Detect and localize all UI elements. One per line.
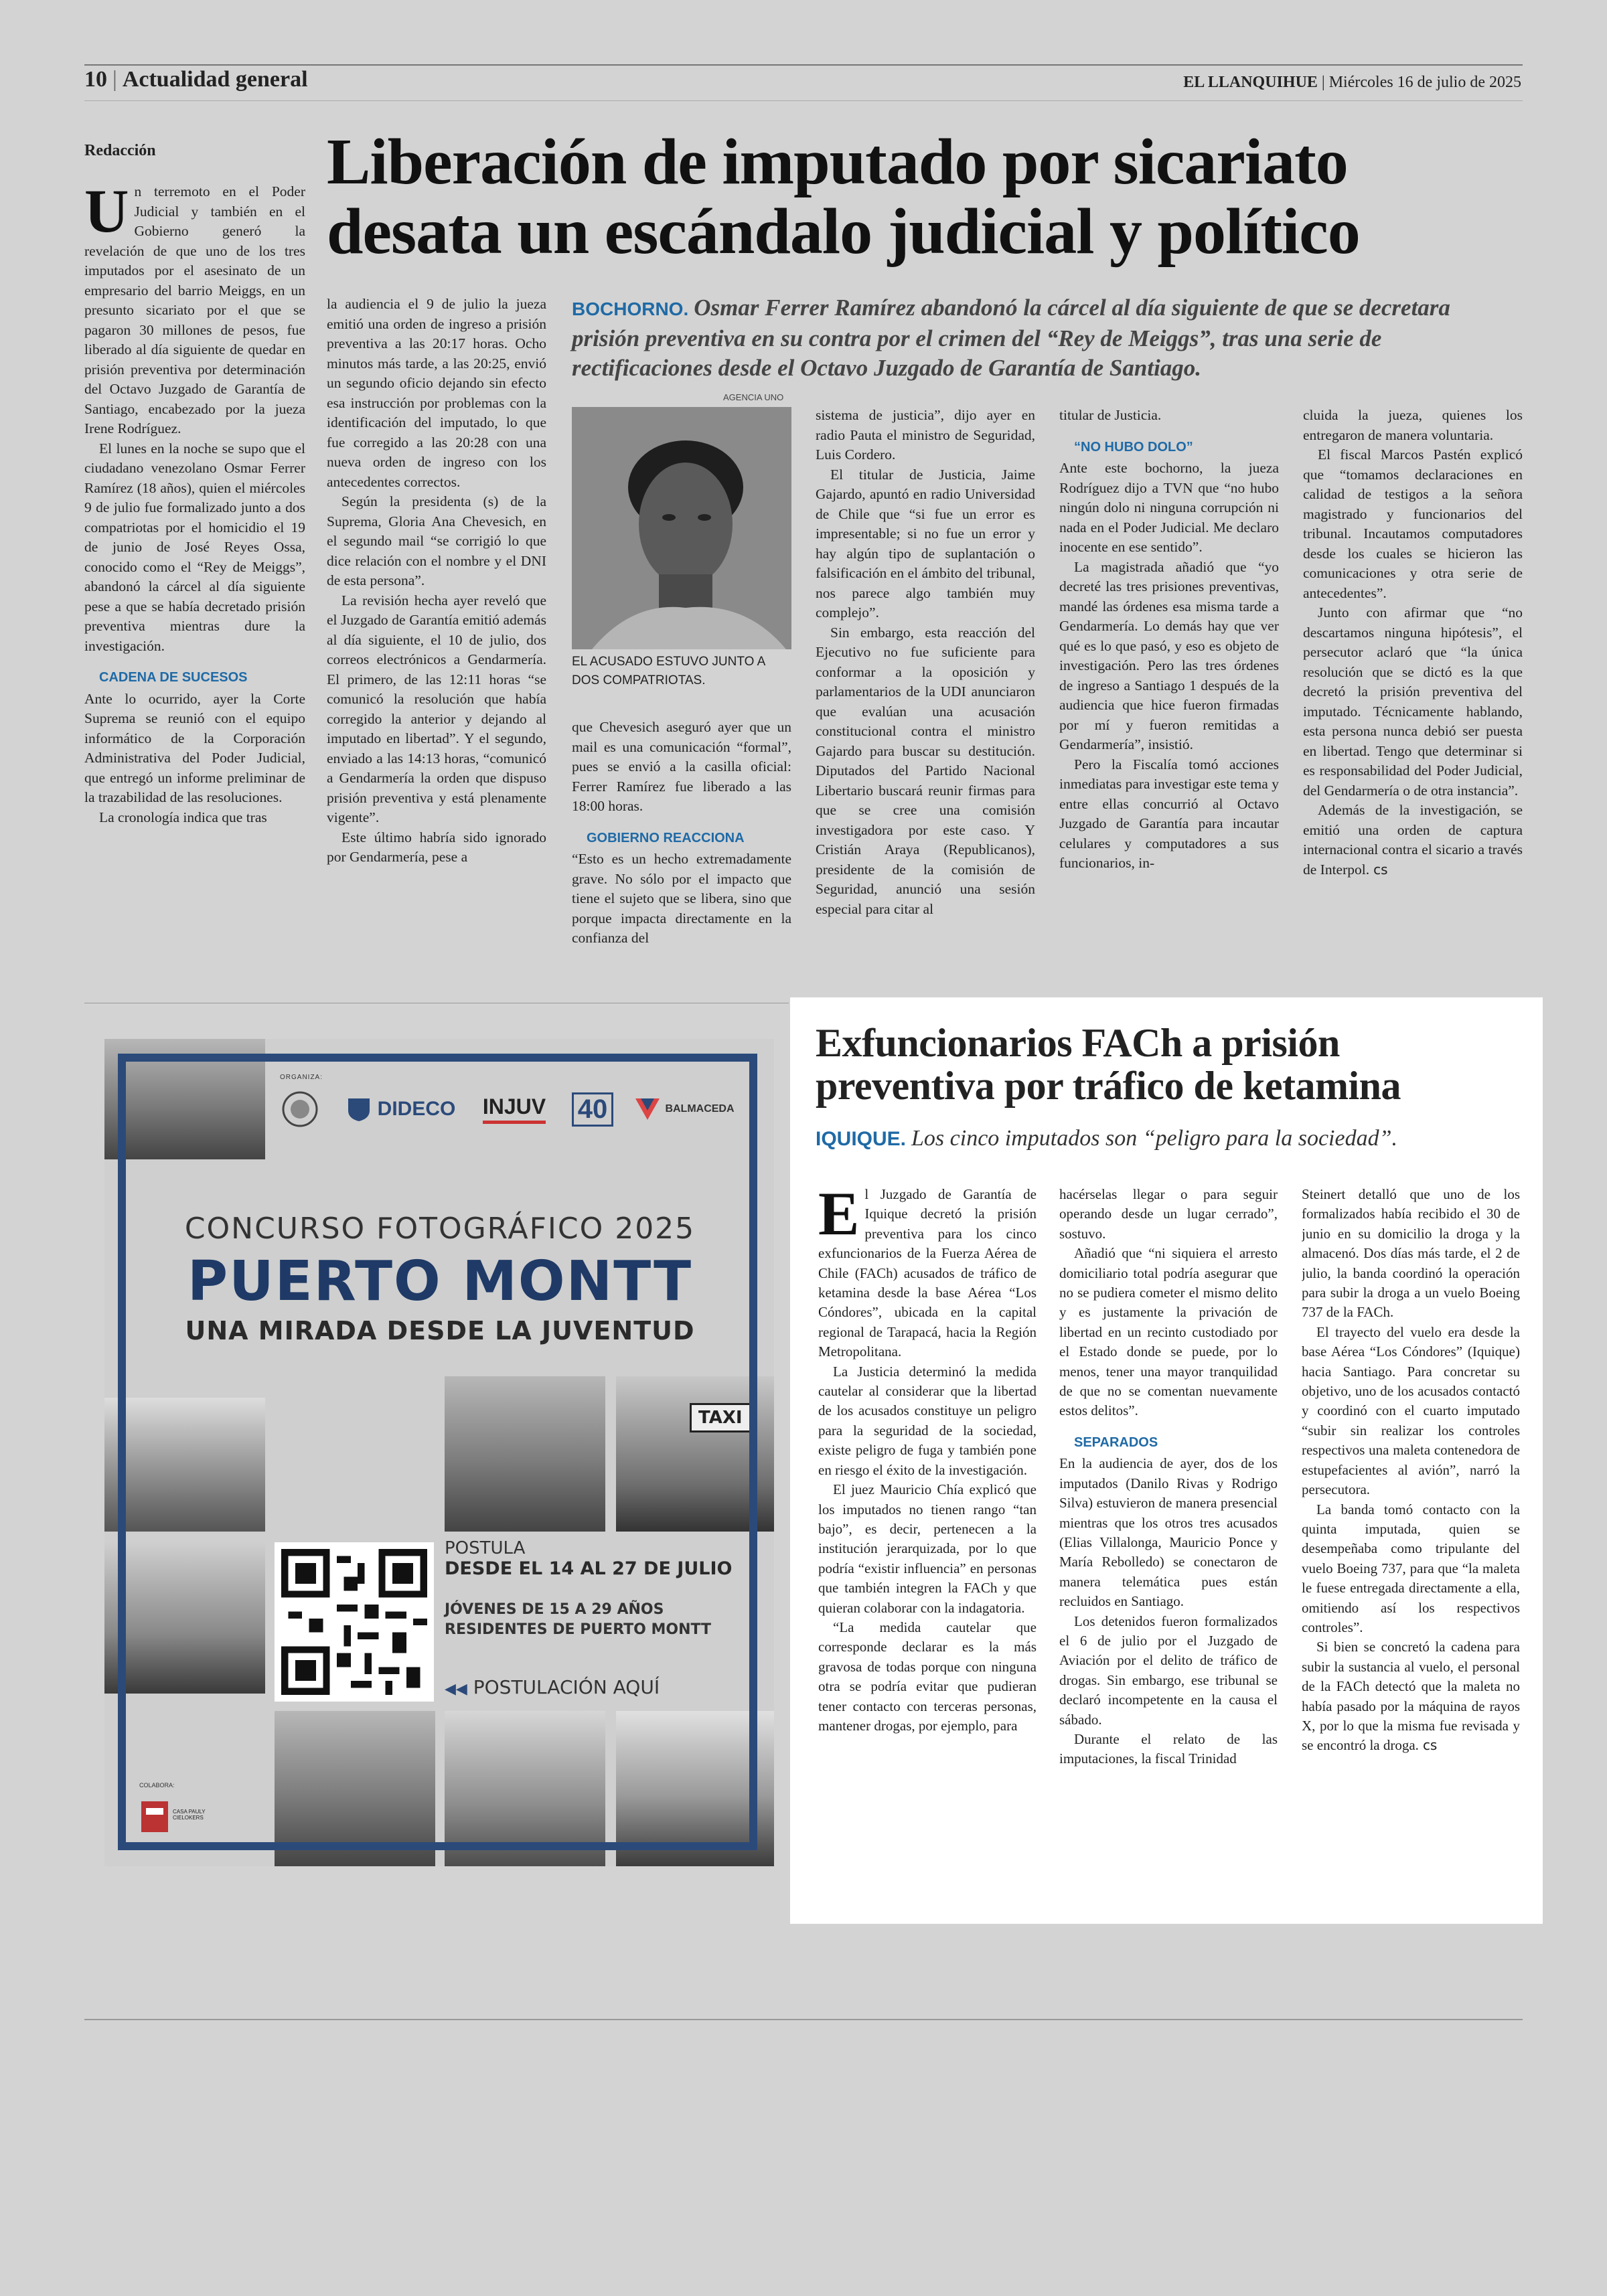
article2-column-2: hacérselas llegar o para seguir operando desde un lugar cerrado”, sostuvo. Añadió que “ni siquiera el arresto domiciliario total podría asegurar que no se pudiera cometer el mismo delito y es justamente la privación de libertad en un recinto custodiado por el Estado donde se puede, por lo menos, tener una mayor tranquilidad de que no se comentan nuevamente estos delitos”. SEPARADOS En la audiencia de ayer, dos de los imputados (Danilo Rivas y Rodrigo Silva) estuvieron de manera presencial mientras que los otros tres acusados (Elias Villalonga, Mauricio Ponce y María Rebolledo) se conectaron de manera telemática pues están recluidos en Santiago. Los detenidos fueron formalizados el 6 de julio por el Juzgado de Aviación por el delito de tráfico de drogas. Sin embargo, ese tribunal se declaró incompetente en la causa el sábado. Durante el relato de las imputaciones, la fiscal Trinidad <box>1059 1186 1278 1767</box>
portrait-illustration <box>572 407 791 649</box>
subhead-cadena: CADENA DE SUCESOS <box>99 670 248 685</box>
article2-column-1: El Juzgado de Garantía de Iquique decretó la prisión preventiva para los cinco exfuncionarios de la Fuerza Aérea de Chile (FACh) acusados de tráfico de ketamina desde la base Aérea “Los Cóndores”, ubicada en la capital regional de Tarapacá, hacia la Región Metropolitana. La Justicia determinó la medida cautelar al considerar que la libertad de los acusados constituye un peligro para la seguridad de la sociedad, existe peligro de fuga y también pone en riesgo el éxito de la investigación. El juez Mauricio Chía explicó que los imputados no tienen rango “tan bajo”, es decir, pertenecen a la institución jerarquizada, por lo que podría “existir influencia” en personas que también integren la FACh y que quieran colaborar con la indagatoria. “La medida cautelar que corresponde declarar es la más gravosa de todas porque con ninguna otra se podría evitar que pudieran tener contacto con terceras personas, mantener drogas, por ejemplo, para <box>818 1185 1037 1734</box>
page-section-label: 10 | Actualidad general <box>84 67 308 92</box>
casa-pauly-icon <box>139 1795 170 1835</box>
article2-headline: Exfuncionarios FACh a prisión preventiva por tráfico de ketamina <box>816 1021 1401 1108</box>
article2-kicker: IQUIQUE. <box>816 1128 907 1150</box>
article1-column-3: que Chevesich aseguró ayer que un mail es una comunicación “formal”, pues se envió a la casilla oficial: Ferrer Ramírez fue liberado a las 18:00 horas. GOBIERNO REACCIONA “Esto es un hecho extremadamente grave. No sólo por el impacto que tiene el sujeto que se libera, sino que porque impacta directamente en la confianza del <box>572 719 791 946</box>
el-llanquihue-40-logo: 40 <box>562 1086 623 1133</box>
header-bottom-rule <box>84 100 1523 101</box>
issue-date: Miércoles 16 de julio de 2025 <box>1328 74 1521 91</box>
ad-dates: DESDE EL 14 AL 27 DE JULIO <box>445 1558 733 1579</box>
contest-tagline: UNA MIRADA DESDE LA JUVENTUD <box>185 1316 695 1345</box>
article1-headline: Liberación de imputado por sicariato desata un escándalo judicial y político <box>327 126 1360 268</box>
qr-code-icon <box>281 1549 427 1695</box>
ad-eligibility-residence: RESIDENTES DE PUERTO MONTT <box>445 1621 712 1638</box>
header-top-rule <box>84 64 1523 66</box>
contest-city: PUERTO MONTT <box>187 1250 693 1313</box>
contest-title: CONCURSO FOTOGRÁFICO 2025 <box>184 1212 696 1246</box>
ad-eligibility-age: JÓVENES DE 15 A 29 AÑOS <box>445 1601 664 1618</box>
balmaceda-logo: BALMACEDA <box>631 1086 738 1133</box>
injuv-logo: INJUV <box>474 1086 554 1133</box>
subhead-separados: SEPARADOS <box>1074 1434 1158 1450</box>
article1-column-1: Un terremoto en el Poder Judicial y también en el Gobierno generó la revelación de que uno de los tres imputados por el asesinato de un empresario del barrio Meiggs, en un presunto sicariato por el que se pagaron 30 millones de pesos, fue liberado al día siguiente de quedar en prisión preventiva por determinación del Octavo Juzgado de Garantía de Santiago, encabezado por la jueza Irene Rodríguez. El lunes en la noche se supo que el ciudadano venezolano Osmar Ferrer Ramírez (18 años), quien el miércoles 9 de julio fue formalizado junto a dos compatriotas por el homicidio el 19 de junio de José Reyes Ossa, conocido como el “Rey de Meiggs”, abandonó la cárcel al día siguiente pese a que se había decretado prisión preventiva mientras dure la investigación. CADENA DE SUCESOS Ante lo ocurrido, ayer la Corte Suprema se reunió con el equipo informático de la Corporación Administrativa del Poder Judicial, que entregó un informe preliminar de la trazabilidad de las resoluciones. La cronología indica que tras <box>84 182 305 825</box>
dideco-logo: DIDECO <box>333 1086 467 1133</box>
casa-pauly-logo: CASA PAULY CIELOKERS <box>139 1791 220 1838</box>
taxi-sign: TAXI <box>690 1403 751 1432</box>
page-bottom-rule <box>84 2019 1523 2020</box>
article1-kicker: BOCHORNO. <box>572 299 689 319</box>
article2-deck: IQUIQUE. Los cinco imputados son “peligro para la sociedad”. <box>816 1126 1398 1151</box>
municipality-seal-icon <box>280 1086 320 1133</box>
article1-column-5: titular de Justicia. “NO HUBO DOLO” Ante este bochorno, la jueza Rodríguez dijo a TVN que “no hubo ningún dolo ni ninguna corrupción ni nada en el Poder Judicial. Me declaro inocente en ese sentido”. La magistrada añadió que “yo decreté las tres prisiones preventivas, mandé las órdenes esa misma tarde a Gendarmería. Lo demás hay que ver qué es lo que pasó, y eso es objeto de investigación. Pero las tres órdenes de ingreso a Santiago 1 después de la audiencia que hice fueron firmadas por mí y fueron remitidas a Gendarmería”, insistió. Pero la Fiscalía tomó acciones inmediatas para investigar este tema y entre ellas concurrió al Octavo Juzgado de Garantía para incautar celulares y computadores a sus funcionarios, in- <box>1059 407 1279 871</box>
byline: Redacción <box>84 142 156 159</box>
ad-postula-label: POSTULA <box>445 1538 526 1558</box>
article2-column-3: Steinert detalló que uno de los formalizados había recibido el 30 de junio en su domicilio la droga y la almacenó. Dos días más tarde, el 2 de julio, la banda coordinó la operación para subir la droga a un vuelo Boeing 737 de la FACh. El trayecto del vuelo era desde la base Aérea “Los Cóndores” (Iquique) hacia Santiago. Para concretar su objetivo, uno de los acusados contactó y coordinó con el cuarto imputado “subir sin realizar los controles respectivos una maleta contenedora de estupefacientes al avión”, narró la persecutora. La banda tomó contacto con la quinta imputada, quien se desempeñaba como tripulante del vuelo Boeing 737, para que “la maleta le fuese entregada directamente a ella, omitiendo así los respectivos controles”. Si bien se concretó la cadena para subir la sustancia al vuelo, el personal de la FACh detectó que la maleta no había pasado por la máquina de rayos X, por lo que la misma fue revisada y se encontró la droga. cs <box>1302 1186 1520 1754</box>
end-mark-icon: cs <box>1422 1737 1438 1754</box>
dideco-shield-icon <box>346 1096 372 1123</box>
ad-blue-frame <box>118 1054 757 1850</box>
subhead-no-hubo-dolo: “NO HUBO DOLO” <box>1074 439 1193 455</box>
defendant-photo <box>572 407 791 649</box>
article1-column-6: cluida la jueza, quienes los entregaron de manera voluntaria. El fiscal Marcos Pastén explicó que “tomamos declaraciones en calidad de testigos a la señora magistrado y funcionarios del tribunal. Incautamos computadores desde los cuales se hicieron las comunicaciones y otra serie de antecedentes”. Junto con afirmar que “no descartamos ninguna hipótesis”, el persecutor aclaró que “la única resolución que se dictó es la que decretó la prisión preventiva del imputado. Técnicamente hablando, esta persona nunca debió ser puesta en libertad. Tengo que determinar si es responsabilidad del Poder Judicial, del Gendarmería o de otra instancia”. Además de la investigación, se emitió una orden de captura internacional contra el sicario a través de Interpol. cs <box>1303 407 1523 878</box>
end-mark-icon: cs <box>1373 861 1388 878</box>
article1-deck: BOCHORNO. Osmar Ferrer Ramírez abandonó la cárcel al día siguiente de que se decretara prisión preventiva en su contra por el crimen del “Rey de Meiggs”, tras una serie de rectificaciones desde el Octavo Juzgado de Garantía de Santiago. <box>572 295 1450 381</box>
qr-code[interactable] <box>275 1542 434 1702</box>
double-chevron-left-icon: ◀◀ <box>445 1681 467 1698</box>
subhead-gobierno: GOBIERNO REACCIONA <box>587 830 745 845</box>
article2-dropcap: E <box>818 1185 860 1248</box>
article1-column-2: la audiencia el 9 de julio la jueza emitió una orden de ingreso a prisión preventiva a las 20:17 horas. Ocho minutos más tarde, a las 20:25, envió un segundo oficio dejando sin efecto esa instrucción por problemas con la identificación del imputado, lo que fue corregido a las 20:28 con una nueva orden de ingreso con los antecedentes correctos. Según la presidenta (s) de la Suprema, Gloria Ana Chevesich, en el segundo mail “se corrigió lo que dice relación con el nombre y el DNI de esta persona”. La revisión hecha ayer reveló que el Juzgado de Garantía emitió además al día siguiente, el 10 de julio, dos correos electrónicos a Gendarmería. El primero, de las 12:11 horas “se comunicó la resolución que había corregido la anterior y dejando al imputado en libertad”. Y el segundo, enviado a las 14:13 horas, “comunicó a Gendarmería la orden que dispuso prisión preventiva y está plenamente vigente”. Este último habría sido ignorado por Gendarmería, pese a <box>327 296 546 865</box>
ad-organiza-label: ORGANIZA: <box>280 1074 323 1081</box>
photo-credit: AGENCIA UNO <box>723 392 784 402</box>
article1-dropcap: U <box>84 182 129 245</box>
page-number: 10 <box>84 67 107 92</box>
section-name: Actualidad general <box>122 67 308 92</box>
balmaceda-triangle-icon <box>634 1096 661 1123</box>
ad-colabora-label: COLABORA: <box>139 1782 175 1789</box>
article1-column-4: sistema de justicia”, dijo ayer en radio Pauta el ministro de Seguridad, Luis Cordero. El titular de Justicia, Jaime Gajardo, apuntó en radio Universidad de Chile que “si fue un error es impresentable; si no fue un error y hay algún tipo de suplantación o falsificación en el ámbito del tribunal, nos parece algo también muy complejo”. Sin embargo, esta reacción del Ejecutivo no fue suficiente para conformar a la oposición y parlamentarios de la UDI anunciaron que evalúan una acusación constitucional contra el ministro Gajardo para buscar su destitución. Diputados del Partido Nacional Libertario buscará reunir firmas para que se cree una comisión investigadora por este caso. Y Cristián Araya (Republicanos), presidente de la comisión de Seguridad, anunció una sesión especial para citar al <box>816 407 1035 917</box>
newspaper-name: EL LLANQUIHUE <box>1183 74 1318 91</box>
ad-apply-link[interactable]: ◀◀ POSTULACIÓN AQUÍ <box>445 1676 660 1698</box>
masthead-date: EL LLANQUIHUE | Miércoles 16 de julio de 2025 <box>1183 74 1521 91</box>
photo-contest-ad[interactable] <box>104 1039 774 1866</box>
photo-caption: EL ACUSADO ESTUVO JUNTO A DOS COMPATRIOTAS. <box>572 655 765 687</box>
